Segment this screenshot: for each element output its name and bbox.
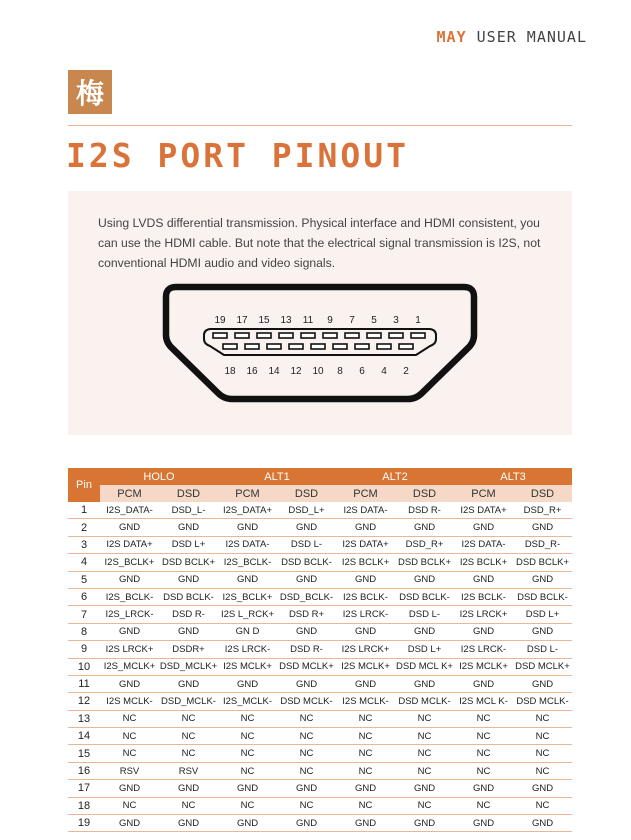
signal-cell: DSD_L- bbox=[159, 502, 218, 519]
signal-cell: GND bbox=[454, 675, 513, 692]
signal-cell: GND bbox=[395, 571, 454, 588]
table-row bbox=[68, 675, 572, 692]
signal-cell: GND bbox=[218, 780, 277, 797]
signal-cell: GND bbox=[218, 519, 277, 536]
pin-number-cell: 12 bbox=[68, 693, 100, 710]
pin-number-cell: 8 bbox=[68, 623, 100, 640]
signal-cell: NC bbox=[100, 728, 159, 745]
pin-pad bbox=[311, 344, 325, 349]
pin-pad bbox=[289, 344, 303, 349]
pin-number-cell: 1 bbox=[68, 502, 100, 519]
signal-cell: GND bbox=[218, 571, 277, 588]
signal-cell: NC bbox=[277, 710, 336, 727]
page-title: I2S PORT PINOUT bbox=[66, 136, 410, 175]
pin-pad bbox=[377, 344, 391, 349]
signal-cell: GND bbox=[513, 675, 572, 692]
pin-label: 9 bbox=[327, 315, 333, 326]
signal-cell: DSD L- bbox=[277, 536, 336, 553]
group-header-alt2: ALT2 bbox=[336, 468, 454, 485]
signal-cell: NC bbox=[159, 710, 218, 727]
sub-header-pcm: PCM bbox=[218, 485, 277, 502]
signal-cell: NC bbox=[395, 710, 454, 727]
pin-pad bbox=[411, 333, 425, 338]
signal-cell: NC bbox=[513, 728, 572, 745]
signal-cell: GN D bbox=[218, 623, 277, 640]
signal-cell: GND bbox=[395, 675, 454, 692]
pin-number-cell: 17 bbox=[68, 780, 100, 797]
pin-number-cell: 5 bbox=[68, 571, 100, 588]
group-header-alt1: ALT1 bbox=[218, 468, 336, 485]
signal-cell: NC bbox=[277, 745, 336, 762]
pinout-table-body bbox=[68, 502, 572, 832]
signal-cell: GND bbox=[100, 780, 159, 797]
signal-cell: RSV bbox=[100, 762, 159, 779]
group-header-holo: HOLO bbox=[100, 468, 218, 485]
pin-number-cell: 15 bbox=[68, 745, 100, 762]
signal-cell: NC bbox=[218, 745, 277, 762]
signal-cell: GND bbox=[277, 815, 336, 832]
table-row bbox=[68, 519, 572, 536]
signal-cell: I2S_DATA+ bbox=[218, 502, 277, 519]
signal-cell: DSD_MCLK- bbox=[159, 693, 218, 710]
pin-pad bbox=[223, 344, 237, 349]
signal-cell: I2S LRCK- bbox=[454, 641, 513, 658]
signal-cell: I2S_MCLK- bbox=[218, 693, 277, 710]
signal-cell: NC bbox=[100, 745, 159, 762]
table-row bbox=[68, 641, 572, 658]
signal-cell: I2S DATA+ bbox=[454, 502, 513, 519]
signal-cell: DSD BCLK+ bbox=[395, 554, 454, 571]
sub-header-pcm: PCM bbox=[454, 485, 513, 502]
signal-cell: DSD_BCLK- bbox=[277, 588, 336, 605]
table-row bbox=[68, 623, 572, 640]
hdmi-connector-diagram bbox=[154, 283, 486, 407]
signal-cell: NC bbox=[513, 762, 572, 779]
pin-pad bbox=[355, 344, 369, 349]
signal-cell: DSD BCLK- bbox=[159, 588, 218, 605]
signal-cell: I2S MCLK+ bbox=[336, 658, 395, 675]
signal-cell: I2S BCLK+ bbox=[454, 554, 513, 571]
signal-cell: DSD MCLK- bbox=[277, 693, 336, 710]
signal-cell: GND bbox=[454, 519, 513, 536]
pin-label: 7 bbox=[349, 315, 355, 326]
pin-label: 2 bbox=[403, 366, 409, 377]
signal-cell: I2S_MCLK+ bbox=[100, 658, 159, 675]
signal-cell: NC bbox=[395, 762, 454, 779]
signal-cell: DSD BCLK- bbox=[277, 554, 336, 571]
top-pin-labels bbox=[214, 315, 421, 326]
pin-number-cell: 2 bbox=[68, 519, 100, 536]
pin-number-cell: 6 bbox=[68, 588, 100, 605]
signal-cell: I2S DATA+ bbox=[100, 536, 159, 553]
table-row bbox=[68, 502, 572, 519]
signal-cell: NC bbox=[159, 728, 218, 745]
table-row bbox=[68, 815, 572, 832]
signal-cell: NC bbox=[277, 762, 336, 779]
signal-cell: I2S MCLK+ bbox=[454, 658, 513, 675]
table-row bbox=[68, 536, 572, 553]
pin-label: 10 bbox=[312, 366, 324, 377]
signal-cell: GND bbox=[454, 780, 513, 797]
signal-cell: DSD BCLK+ bbox=[513, 554, 572, 571]
intro-text: Using LVDS differential transmission. Physical interface and HDMI consistent, you can use the HDMI cable. But note that the electrical signal transmission is I2S, not conventional HDMI audio and video signals. bbox=[98, 216, 541, 270]
signal-cell: DSD_R+ bbox=[513, 502, 572, 519]
signal-cell: NC bbox=[454, 710, 513, 727]
signal-cell: NC bbox=[100, 797, 159, 814]
pin-pad bbox=[323, 333, 337, 338]
pin-number-cell: 7 bbox=[68, 606, 100, 623]
pin-number-cell: 4 bbox=[68, 554, 100, 571]
pin-label: 11 bbox=[302, 315, 314, 326]
signal-cell: NC bbox=[395, 797, 454, 814]
pin-label: 8 bbox=[337, 366, 343, 377]
signal-cell: DSD MCLK- bbox=[513, 693, 572, 710]
signal-cell: DSDR+ bbox=[159, 641, 218, 658]
signal-cell: GND bbox=[513, 623, 572, 640]
signal-cell: GND bbox=[277, 519, 336, 536]
pin-label: 17 bbox=[236, 315, 248, 326]
table-row bbox=[68, 693, 572, 710]
signal-cell: I2S MCLK+ bbox=[218, 658, 277, 675]
signal-cell: I2S LRCK+ bbox=[454, 606, 513, 623]
pin-pad bbox=[389, 333, 403, 338]
pin-label: 19 bbox=[214, 315, 226, 326]
signal-cell: GND bbox=[513, 519, 572, 536]
signal-cell: GND bbox=[159, 519, 218, 536]
pin-number-cell: 16 bbox=[68, 762, 100, 779]
intro-panel bbox=[68, 191, 572, 435]
signal-cell: NC bbox=[159, 745, 218, 762]
pin-pad bbox=[267, 344, 281, 349]
signal-cell: NC bbox=[218, 710, 277, 727]
signal-cell: I2S_BCLK+ bbox=[100, 554, 159, 571]
bottom-pin-labels bbox=[224, 366, 409, 377]
signal-cell: DSD BCLK- bbox=[513, 588, 572, 605]
signal-cell: DSD_R+ bbox=[395, 536, 454, 553]
signal-cell: I2S DATA+ bbox=[336, 536, 395, 553]
signal-cell: DSD MCLK- bbox=[395, 693, 454, 710]
pin-label: 14 bbox=[268, 366, 280, 377]
pin-number-cell: 18 bbox=[68, 797, 100, 814]
pin-number-cell: 19 bbox=[68, 815, 100, 832]
signal-cell: NC bbox=[395, 728, 454, 745]
pin-label: 16 bbox=[246, 366, 258, 377]
signal-cell: GND bbox=[336, 519, 395, 536]
pin-pad bbox=[213, 333, 227, 338]
pin-number-cell: 11 bbox=[68, 675, 100, 692]
pin-pad bbox=[333, 344, 347, 349]
signal-cell: DSD L+ bbox=[513, 606, 572, 623]
signal-cell: I2S_BCLK- bbox=[218, 554, 277, 571]
signal-cell: NC bbox=[159, 797, 218, 814]
signal-cell: I2S LRCK- bbox=[336, 606, 395, 623]
signal-cell: I2S LRCK+ bbox=[336, 641, 395, 658]
pin-number-cell: 13 bbox=[68, 710, 100, 727]
top-pin-row bbox=[213, 333, 425, 338]
signal-cell: GND bbox=[336, 815, 395, 832]
pin-label: 18 bbox=[224, 366, 236, 377]
signal-cell: GND bbox=[159, 815, 218, 832]
sub-header-dsd: DSD bbox=[159, 485, 218, 502]
table-row bbox=[68, 554, 572, 571]
signal-cell: GND bbox=[395, 519, 454, 536]
signal-cell: GND bbox=[159, 623, 218, 640]
signal-cell: GND bbox=[100, 815, 159, 832]
signal-cell: DSD R- bbox=[277, 641, 336, 658]
signal-cell: DSD R- bbox=[159, 606, 218, 623]
signal-cell: NC bbox=[277, 797, 336, 814]
manual-header bbox=[437, 28, 587, 46]
pin-label: 12 bbox=[290, 366, 302, 377]
signal-cell: GND bbox=[159, 780, 218, 797]
signal-cell: GND bbox=[395, 815, 454, 832]
signal-cell: NC bbox=[513, 745, 572, 762]
signal-cell: NC bbox=[218, 728, 277, 745]
sub-header-pcm: PCM bbox=[336, 485, 395, 502]
table-row bbox=[68, 606, 572, 623]
signal-cell: NC bbox=[513, 710, 572, 727]
group-header-row bbox=[68, 468, 572, 485]
signal-cell: GND bbox=[277, 623, 336, 640]
pin-column-header: Pin bbox=[68, 468, 100, 502]
plum-logo: 梅 bbox=[68, 70, 112, 114]
signal-cell: I2S MCLK- bbox=[100, 693, 159, 710]
signal-cell: DSD L+ bbox=[395, 641, 454, 658]
signal-cell: I2S MCLK- bbox=[336, 693, 395, 710]
signal-cell: NC bbox=[100, 710, 159, 727]
pin-label: 1 bbox=[415, 315, 421, 326]
signal-cell: I2S DATA- bbox=[218, 536, 277, 553]
sub-header-row bbox=[68, 485, 572, 502]
header-text: USER MANUAL bbox=[466, 28, 587, 46]
table-row bbox=[68, 571, 572, 588]
signal-cell: GND bbox=[336, 571, 395, 588]
pin-pad bbox=[279, 333, 293, 338]
signal-cell: GND bbox=[277, 675, 336, 692]
signal-cell: DSD_L+ bbox=[277, 502, 336, 519]
signal-cell: I2S_BCLK- bbox=[100, 588, 159, 605]
sub-header-dsd: DSD bbox=[277, 485, 336, 502]
signal-cell: DSD BCLK+ bbox=[159, 554, 218, 571]
signal-cell: NC bbox=[454, 745, 513, 762]
table-row bbox=[68, 588, 572, 605]
pin-number-cell: 3 bbox=[68, 536, 100, 553]
bottom-pin-row bbox=[223, 344, 413, 349]
pin-label: 15 bbox=[258, 315, 270, 326]
signal-cell: GND bbox=[277, 780, 336, 797]
signal-cell: NC bbox=[336, 797, 395, 814]
signal-cell: DSD L- bbox=[395, 606, 454, 623]
signal-cell: NC bbox=[218, 762, 277, 779]
pin-pad bbox=[367, 333, 381, 338]
sub-header-dsd: DSD bbox=[513, 485, 572, 502]
signal-cell: DSD_MCLK+ bbox=[159, 658, 218, 675]
pin-label: 13 bbox=[280, 315, 292, 326]
group-header-alt3: ALT3 bbox=[454, 468, 572, 485]
table-row bbox=[68, 797, 572, 814]
signal-cell: DSD_R- bbox=[513, 536, 572, 553]
signal-cell: GND bbox=[336, 675, 395, 692]
signal-cell: GND bbox=[513, 815, 572, 832]
signal-cell: I2S_DATA- bbox=[100, 502, 159, 519]
signal-cell: GND bbox=[100, 519, 159, 536]
signal-cell: I2S L_RCK+ bbox=[218, 606, 277, 623]
pin-number-cell: 9 bbox=[68, 641, 100, 658]
signal-cell: NC bbox=[336, 710, 395, 727]
pin-pad bbox=[257, 333, 271, 338]
pin-label: 6 bbox=[359, 366, 365, 377]
signal-cell: DSD MCLK+ bbox=[513, 658, 572, 675]
signal-cell: RSV bbox=[159, 762, 218, 779]
signal-cell: GND bbox=[100, 571, 159, 588]
table-row bbox=[68, 710, 572, 727]
signal-cell: NC bbox=[336, 745, 395, 762]
signal-cell: GND bbox=[336, 780, 395, 797]
signal-cell: GND bbox=[100, 623, 159, 640]
signal-cell: NC bbox=[513, 797, 572, 814]
signal-cell: DSD MCL K+ bbox=[395, 658, 454, 675]
signal-cell: I2S_LRCK- bbox=[100, 606, 159, 623]
signal-cell: GND bbox=[218, 675, 277, 692]
signal-cell: NC bbox=[336, 762, 395, 779]
pin-pad bbox=[235, 333, 249, 338]
signal-cell: GND bbox=[454, 815, 513, 832]
signal-cell: NC bbox=[454, 797, 513, 814]
signal-cell: DSD MCLK+ bbox=[277, 658, 336, 675]
pin-pad bbox=[245, 344, 259, 349]
signal-cell: GND bbox=[159, 675, 218, 692]
signal-cell: GND bbox=[395, 780, 454, 797]
pinout-table bbox=[68, 468, 572, 832]
table-row bbox=[68, 780, 572, 797]
signal-cell: GND bbox=[100, 675, 159, 692]
table-row bbox=[68, 658, 572, 675]
signal-cell: I2S BCLK- bbox=[454, 588, 513, 605]
signal-cell: GND bbox=[159, 571, 218, 588]
signal-cell: I2S BCLK- bbox=[336, 588, 395, 605]
signal-cell: DSD L+ bbox=[159, 536, 218, 553]
table-row bbox=[68, 728, 572, 745]
connector-shell bbox=[166, 287, 474, 399]
divider bbox=[68, 125, 572, 126]
signal-cell: GND bbox=[454, 623, 513, 640]
signal-cell: GND bbox=[513, 780, 572, 797]
signal-cell: NC bbox=[336, 728, 395, 745]
signal-cell: I2S BCLK+ bbox=[336, 554, 395, 571]
signal-cell: NC bbox=[454, 762, 513, 779]
signal-cell: NC bbox=[218, 797, 277, 814]
signal-cell: GND bbox=[218, 815, 277, 832]
pin-pad bbox=[345, 333, 359, 338]
pin-label: 3 bbox=[393, 315, 399, 326]
sub-header-pcm: PCM bbox=[100, 485, 159, 502]
brand-name: MAY bbox=[436, 28, 467, 46]
signal-cell: I2S_BCLK+ bbox=[218, 588, 277, 605]
pin-label: 4 bbox=[381, 366, 387, 377]
signal-cell: NC bbox=[277, 728, 336, 745]
signal-cell: GND bbox=[395, 623, 454, 640]
signal-cell: I2S LRCK+ bbox=[100, 641, 159, 658]
signal-cell: DSD R- bbox=[395, 502, 454, 519]
signal-cell: DSD L- bbox=[513, 641, 572, 658]
signal-cell: I2S DATA- bbox=[454, 536, 513, 553]
pin-pad bbox=[399, 344, 413, 349]
signal-cell: I2S DATA- bbox=[336, 502, 395, 519]
signal-cell: DSD BCLK- bbox=[395, 588, 454, 605]
signal-cell: I2S MCL K- bbox=[454, 693, 513, 710]
signal-cell: NC bbox=[395, 745, 454, 762]
pin-pad bbox=[301, 333, 315, 338]
signal-cell: GND bbox=[277, 571, 336, 588]
signal-cell: NC bbox=[454, 728, 513, 745]
pin-number-cell: 14 bbox=[68, 728, 100, 745]
sub-header-dsd: DSD bbox=[395, 485, 454, 502]
signal-cell: GND bbox=[336, 623, 395, 640]
signal-cell: GND bbox=[513, 571, 572, 588]
signal-cell: I2S LRCK- bbox=[218, 641, 277, 658]
signal-cell: DSD R+ bbox=[277, 606, 336, 623]
signal-cell: GND bbox=[454, 571, 513, 588]
pin-number-cell: 10 bbox=[68, 658, 100, 675]
pin-label: 5 bbox=[371, 315, 377, 326]
table-row bbox=[68, 762, 572, 779]
table-row bbox=[68, 745, 572, 762]
